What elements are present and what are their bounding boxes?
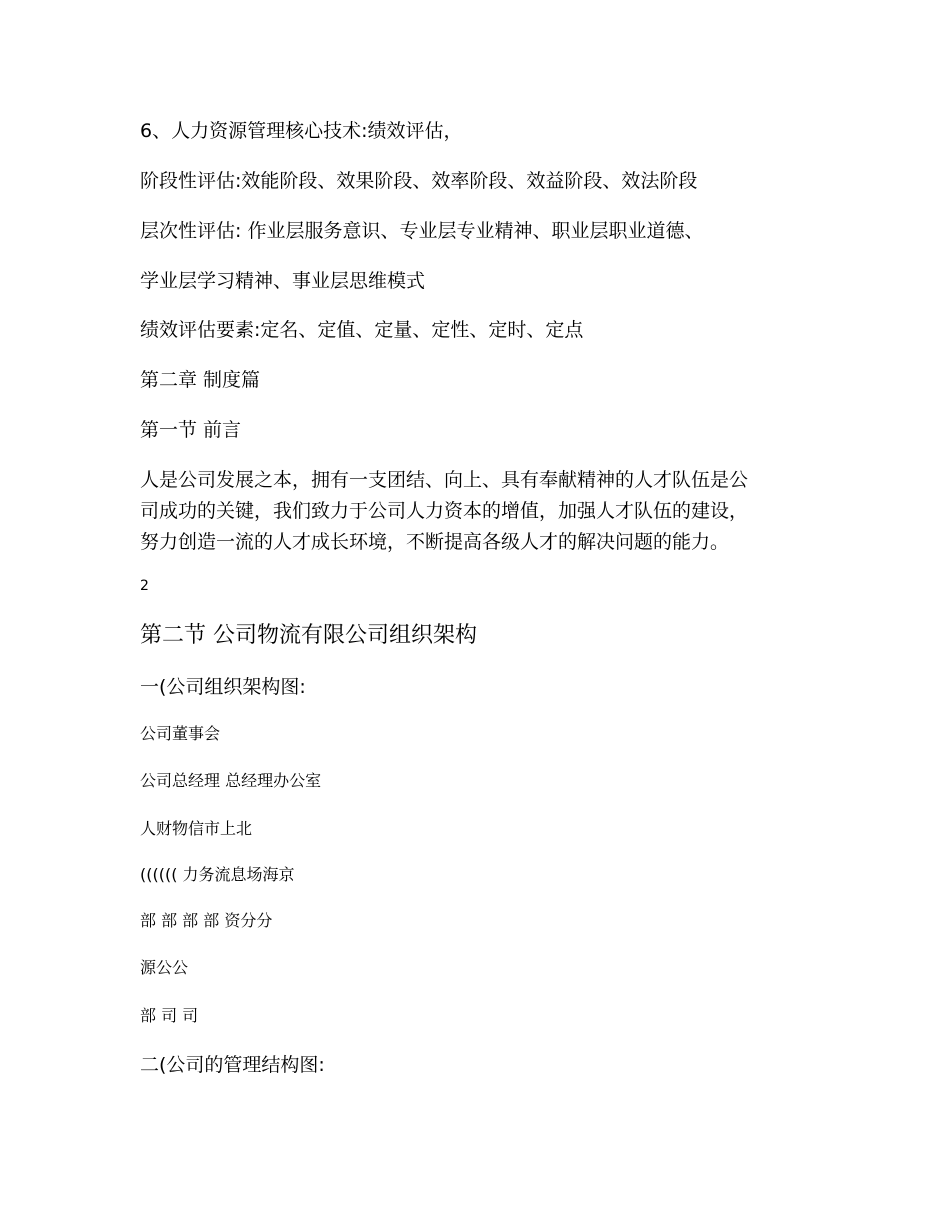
preface-line: 努力创造一流的人才成长环境，不断提高各级人才的解决问题的能力。 (140, 531, 730, 553)
preface-line: 司成功的关键，我们致力于公司人力资本的增值，加强人才队伍的建设， (140, 500, 749, 522)
preface-paragraph (140, 465, 820, 558)
section2-title: 第二节 公司物流有限公司组织架构 (140, 623, 477, 648)
org-line: (((((( 力务流息场海京 (140, 865, 295, 884)
chapter2-title: 第二章 制度篇 (140, 369, 261, 391)
org-line: 公司董事会 (140, 724, 221, 743)
level-evaluation-line-1: 层次性评估: 作业层服务意识、专业层专业精神、职业层职业道德、 (140, 220, 704, 242)
section1-title: 第一节 前言 (140, 419, 242, 441)
page-number: 2 (140, 578, 149, 594)
org-line: 公司总经理 总经理办公室 (140, 771, 322, 790)
org-line: 部 司 司 (140, 1006, 199, 1025)
stage-evaluation: 阶段性评估:效能阶段、效果阶段、效率阶段、效益阶段、效法阶段 (140, 170, 698, 192)
section6-title: 6、人力资源管理核心技术:绩效评估， (140, 120, 463, 142)
org-line: 人财物信市上北 (140, 819, 253, 838)
preface-line: 人是公司发展之本，拥有一支团结、向上、具有奉献精神的人才队伍是公 (140, 469, 749, 491)
org-line: 部 部 部 部 资分分 (140, 911, 273, 930)
level-evaluation-line-2: 学业层学习精神、事业层思维模式 (140, 270, 426, 292)
org-chart-label: 一(公司组织架构图: (140, 676, 306, 698)
evaluation-elements: 绩效评估要素:定名、定值、定量、定性、定时、定点 (140, 319, 584, 341)
org-line: 源公公 (140, 958, 189, 977)
management-chart-label: 二(公司的管理结构图: (140, 1054, 325, 1076)
